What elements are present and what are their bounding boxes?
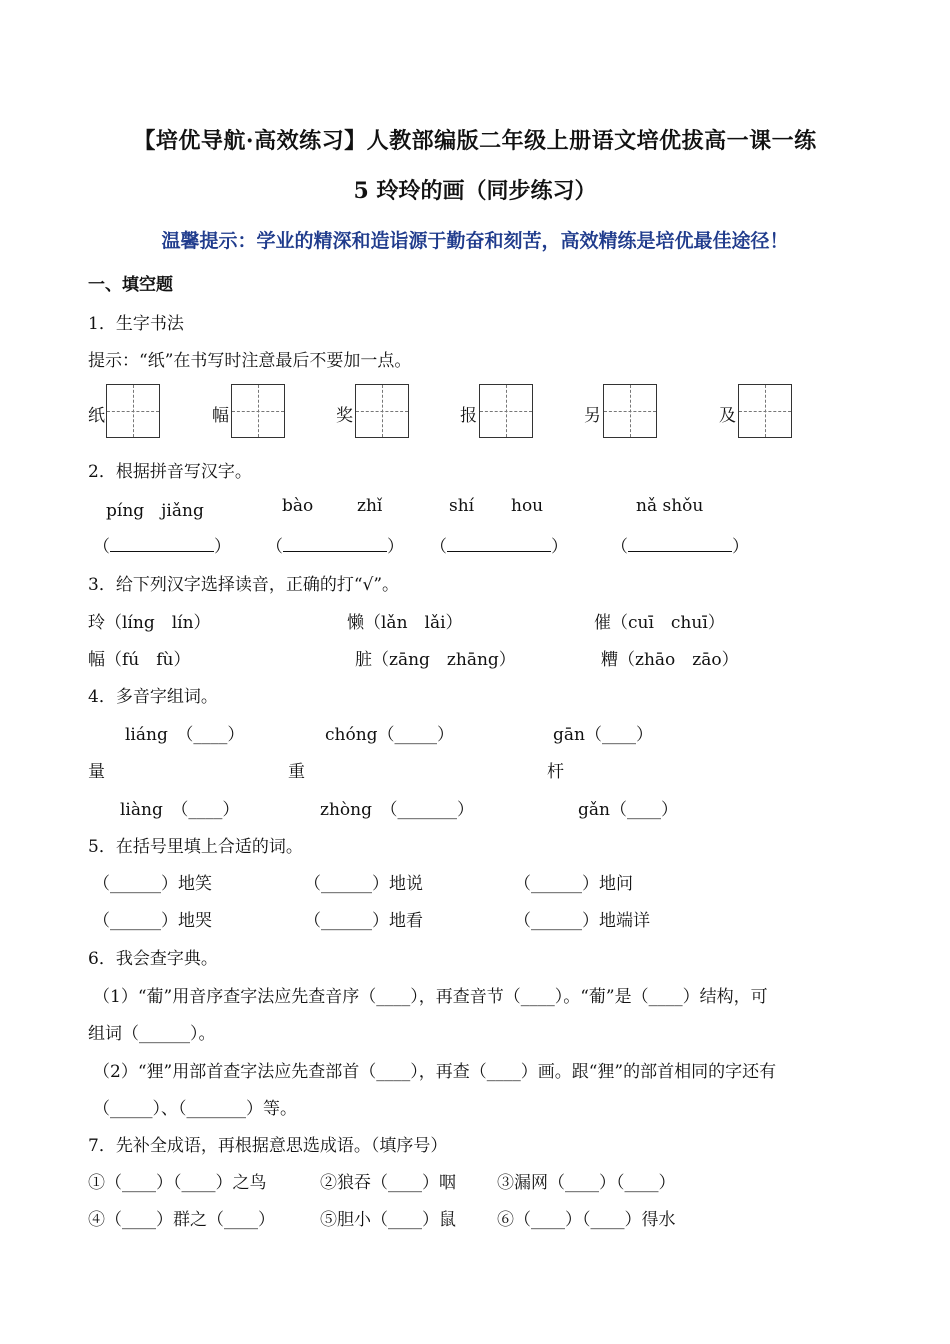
- q1-char: 幅: [212, 406, 229, 426]
- q2-pinyin: píng jiǎng: [106, 501, 204, 521]
- writing-grid[interactable]: [355, 384, 409, 438]
- q5-item[interactable]: （______）地端详: [514, 911, 650, 931]
- q2-answer-blank[interactable]: （ ）: [93, 532, 231, 557]
- q6-part2-line2[interactable]: （_____）、（_______）等。: [93, 1099, 297, 1119]
- q4-char: 杆: [547, 762, 564, 782]
- q2-title: 2．根据拼音写汉字。: [88, 462, 252, 482]
- q3-item[interactable]: 玲（líng lín）: [88, 613, 211, 633]
- q5-item[interactable]: （______）地哭: [93, 911, 212, 931]
- q7-idiom[interactable]: ①（____）（____）之鸟: [88, 1173, 267, 1193]
- q7-idiom[interactable]: ⑤胆小（____）鼠: [320, 1210, 456, 1230]
- writing-grid[interactable]: [231, 384, 285, 438]
- q7-title: 7．先补全成语，再根据意思选成语。（填序号）: [88, 1136, 448, 1156]
- writing-grid[interactable]: [738, 384, 792, 438]
- q1-char: 另: [584, 406, 601, 426]
- q7-idiom[interactable]: ④（____）群之（____）: [88, 1210, 275, 1230]
- q5-item[interactable]: （______）地说: [304, 874, 423, 894]
- writing-grid[interactable]: [479, 384, 533, 438]
- q6-part1-line2[interactable]: 组词（______）。: [88, 1024, 216, 1044]
- q4-title: 4．多音字组词。: [88, 687, 218, 707]
- q2-answer-blank[interactable]: （ ）: [266, 532, 404, 557]
- q6-part1-line1[interactable]: （1）“葡”用音序查字法应先查音序（____），再查音节（____）。“葡”是（____）结构，可: [93, 987, 768, 1007]
- q2-answer-blank[interactable]: （ ）: [430, 532, 568, 557]
- writing-grid[interactable]: [106, 384, 160, 438]
- q5-item[interactable]: （______）地笑: [93, 874, 212, 894]
- q2-pinyin: bào: [282, 496, 314, 516]
- tip-banner: 温馨提示：学业的精深和造诣源于勤奋和刻苦，高效精练是培优最佳途径！: [161, 230, 789, 252]
- q4-pinyin-blank[interactable]: zhòng （_______）: [320, 800, 474, 820]
- q5-title: 5．在括号里填上合适的词。: [88, 837, 303, 857]
- q3-item[interactable]: 幅（fú fù）: [88, 650, 191, 670]
- q4-pinyin-blank[interactable]: liàng （____）: [120, 800, 240, 820]
- q4-pinyin-blank[interactable]: gǎn（____）: [578, 800, 678, 820]
- writing-grid[interactable]: [603, 384, 657, 438]
- q2-pinyin: nǎ shǒu: [636, 496, 704, 516]
- q1-char: 纸: [88, 406, 105, 426]
- q3-item[interactable]: 脏（zāng zhāng）: [355, 650, 516, 670]
- q2-pinyin: shí: [449, 496, 475, 516]
- q3-item[interactable]: 懒（lǎn lǎi）: [347, 613, 463, 633]
- q5-item[interactable]: （______）地问: [514, 874, 633, 894]
- q1-title: 1．生字书法: [88, 314, 184, 334]
- q4-pinyin-blank[interactable]: liáng （____）: [125, 725, 245, 745]
- q1-char: 报: [460, 406, 477, 426]
- q7-idiom[interactable]: ③漏网（____）（____）: [497, 1173, 676, 1193]
- q1-hint: 提示：“纸”在书写时注意最后不要加一点。: [88, 351, 412, 371]
- q4-pinyin-blank[interactable]: chóng（_____）: [325, 725, 455, 745]
- q1-char: 奖: [336, 406, 353, 426]
- q3-item[interactable]: 糟（zhāo zāo）: [601, 650, 739, 670]
- q1-char: 及: [719, 406, 736, 426]
- q2-answer-blank[interactable]: （ ）: [611, 532, 749, 557]
- q3-title: 3．给下列汉字选择读音，正确的打“√”。: [88, 575, 400, 595]
- q4-pinyin-blank[interactable]: gān（____）: [553, 725, 653, 745]
- q4-char: 重: [288, 762, 305, 782]
- q7-idiom[interactable]: ②狼吞（____）咽: [320, 1173, 456, 1193]
- q3-item[interactable]: 催（cuī chuī）: [594, 613, 725, 633]
- page-title: 【培优导航·高效练习】人教部编版二年级上册语文培优拔高一课一练: [133, 128, 817, 154]
- q2-pinyin: zhǐ: [357, 496, 383, 516]
- page-subtitle: 5 玲玲的画（同步练习）: [353, 178, 597, 204]
- q5-item[interactable]: （______）地看: [304, 911, 423, 931]
- q6-part2-line1[interactable]: （2）“狸”用部首查字法应先查部首（____），再查（____）画。跟“狸”的部首相同的字还有: [93, 1062, 777, 1082]
- q2-pinyin: hou: [511, 496, 544, 516]
- q6-title: 6．我会查字典。: [88, 949, 218, 969]
- q4-char: 量: [88, 762, 105, 782]
- section-heading: 一、填空题: [88, 275, 173, 295]
- q7-idiom[interactable]: ⑥（____）（____）得水: [497, 1210, 676, 1230]
